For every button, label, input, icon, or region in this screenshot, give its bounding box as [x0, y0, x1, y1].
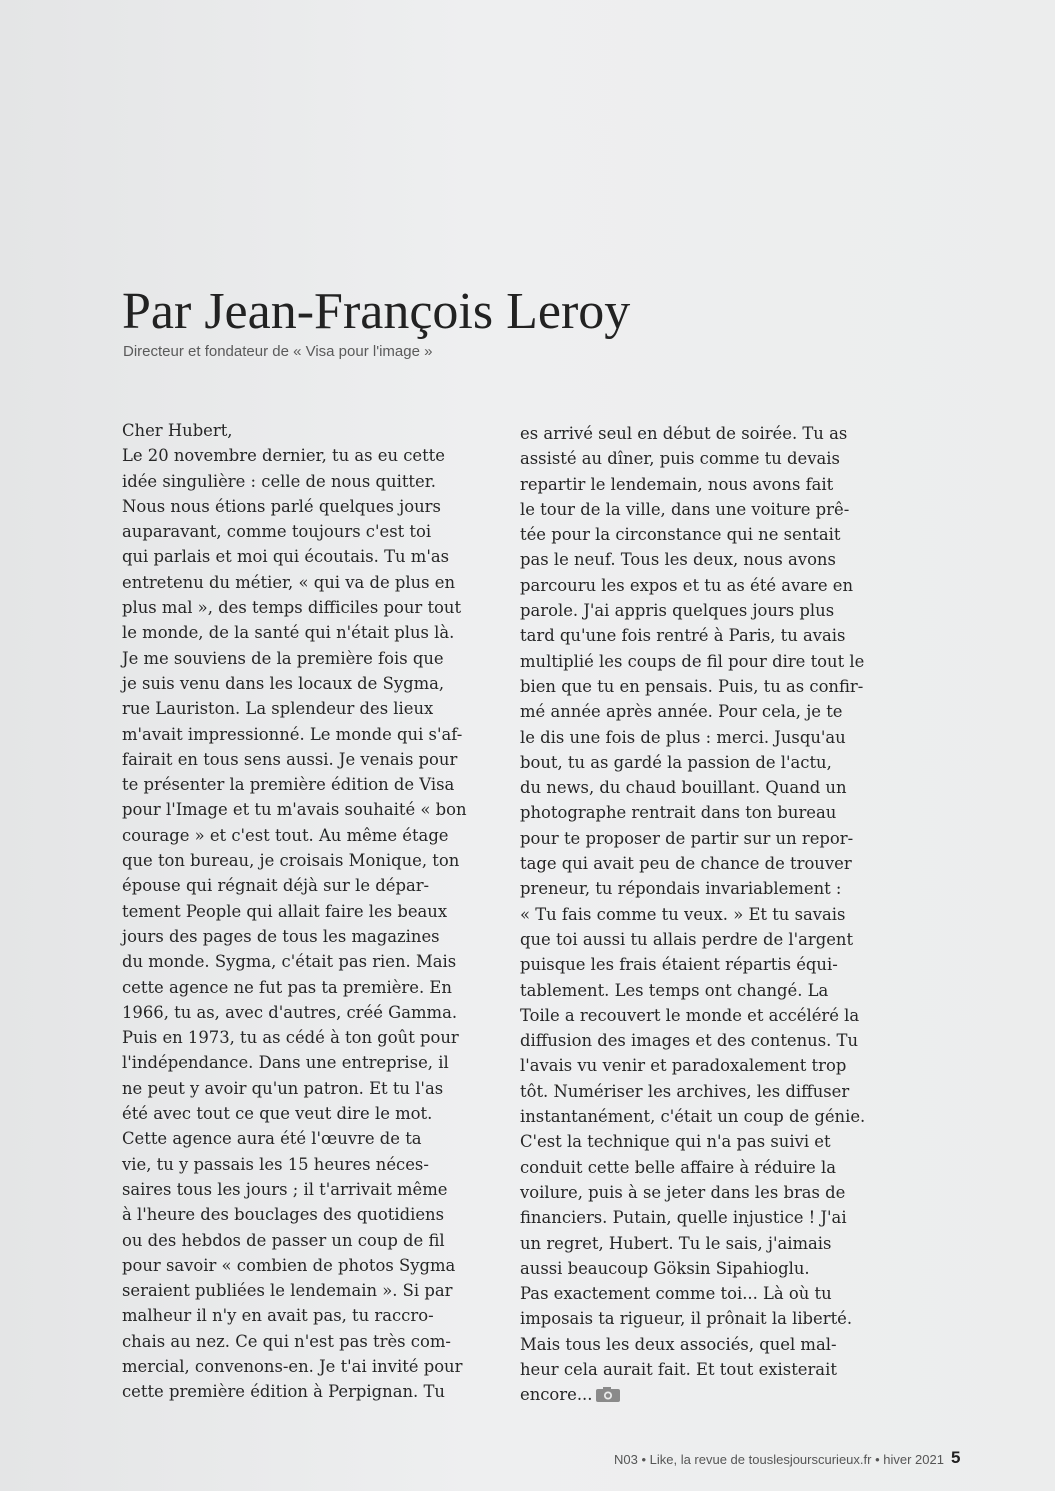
article-line: bout, tu as gardé la passion de l'actu,	[520, 752, 832, 772]
article-line: preneur, tu répondais invariablement :	[520, 879, 842, 899]
article-line: plus mal », des temps difficiles pour tout	[122, 598, 462, 618]
article-line: mé année après année. Pour cela, je te	[520, 702, 843, 722]
article-line: ne peut y avoir qu'un patron. Et tu l'as	[122, 1078, 444, 1098]
article-line: malheur il n'y en avait pas, tu raccro-	[122, 1306, 434, 1326]
article-line: puisque les frais étaient répartis équi-	[520, 955, 838, 975]
article-line: je suis venu dans les locaux de Sygma,	[122, 673, 445, 693]
article-line: Toile a recouvert le monde et accéléré la	[520, 1005, 860, 1025]
article-line: tôt. Numériser les archives, les diffuser	[520, 1081, 850, 1101]
article-line: « Tu fais comme tu veux. » Et tu savais	[520, 904, 846, 924]
article-line: instantanément, c'était un coup de génie.	[520, 1107, 866, 1127]
footer-credits: N03 • Like, la revue de touslesjourscurieux.fr • hiver 2021	[614, 1452, 944, 1467]
article-line: à l'heure des bouclages des quotidiens	[122, 1205, 444, 1225]
article-line: seraient publiées le lendemain ». Si par	[122, 1281, 453, 1301]
article-line: Nous nous étions parlé quelques jours	[122, 496, 441, 516]
article-line: Mais tous les deux associés, quel mal-	[520, 1334, 837, 1354]
article-line: Le 20 novembre dernier, tu as eu cette	[122, 446, 445, 466]
article-line: C'est la technique qui n'a pas suivi et	[520, 1132, 831, 1152]
article-line: le dis une fois de plus : merci. Jusqu'au	[520, 727, 846, 747]
article-line: conduit cette belle affaire à réduire la	[520, 1157, 836, 1177]
article-line: voilure, puis à se jeter dans les bras de	[520, 1182, 846, 1202]
article-line: repartir le lendemain, nous avons fait	[520, 474, 834, 494]
article-line: pour savoir « combien de photos Sygma	[122, 1255, 456, 1275]
page-number: 5	[951, 1448, 961, 1467]
article-line: entretenu du métier, « qui va de plus en	[122, 572, 456, 592]
article-line: tablement. Les temps ont changé. La	[520, 980, 829, 1000]
article-column-right	[520, 421, 900, 1408]
article-line: pas le neuf. Tous les deux, nous avons	[520, 550, 836, 570]
article-line: Je me souviens de la première fois que	[122, 648, 444, 668]
article-line: photographe rentrait dans ton bureau	[520, 803, 837, 823]
article-line: auparavant, comme toujours c'est toi	[122, 522, 432, 542]
article-line: 1966, tu as, avec d'autres, créé Gamma.	[122, 1002, 458, 1022]
article-line: tée pour la circonstance qui ne sentait	[520, 525, 841, 545]
article-line: pour te proposer de partir sur un repor-	[520, 828, 854, 848]
article-line: courage » et c'est tout. Au même étage	[122, 825, 449, 845]
article-line: l'avais vu venir et paradoxalement trop	[520, 1056, 847, 1076]
article-line: tard qu'une fois rentré à Paris, tu avais	[520, 626, 846, 646]
article-line: m'avait impressionné. Le monde qui s'af-	[122, 724, 463, 744]
article-line: ou des hebdos de passer un coup de fil	[122, 1230, 445, 1250]
article-line: mercial, convenons-en. Je t'ai invité pour	[122, 1356, 463, 1376]
article-line: qui parlais et moi qui écoutais. Tu m'as	[122, 547, 450, 567]
article-line: cette agence ne fut pas ta première. En	[122, 977, 452, 997]
article-line: un regret, Hubert. Tu le sais, j'aimais	[520, 1233, 832, 1253]
article-line: du news, du chaud bouillant. Quand un	[520, 778, 847, 798]
article-line: l'indépendance. Dans une entreprise, il	[122, 1053, 449, 1073]
article-line: le monde, de la santé qui n'était plus là.	[122, 623, 455, 643]
article-line: financiers. Putain, quelle injustice ! J'ai	[520, 1208, 847, 1228]
article-line: que ton bureau, je croisais Monique, ton	[122, 851, 460, 871]
article-line: aussi beaucoup Göksin Sipahioglu.	[520, 1258, 810, 1278]
article-line: pour l'Image et tu m'avais souhaité « bon	[122, 800, 467, 820]
article-line: encore...	[520, 1382, 900, 1407]
article-line: fairait en tous sens aussi. Je venais pour	[122, 749, 458, 769]
article-line: jours des pages de tous les magazines	[122, 926, 440, 946]
article-line: Cher Hubert,	[122, 421, 233, 440]
article-line: que toi aussi tu allais perdre de l'argent	[520, 929, 854, 949]
article-line: Cette agence aura été l'œuvre de ta	[122, 1129, 422, 1149]
article-line: parcouru les expos et tu as été avare en	[520, 575, 854, 595]
article-line: du monde. Sygma, c'était pas rien. Mais	[122, 952, 457, 972]
article-line: heur cela aurait fait. Et tout existerait	[520, 1359, 837, 1379]
author-byline: Par Jean-François Leroy	[122, 283, 631, 340]
article-line: le tour de la ville, dans une voiture prê-	[520, 499, 850, 519]
article-line: diffusion des images et des contenus. Tu	[520, 1031, 859, 1051]
article-line: Puis en 1973, tu as cédé à ton goût pour	[122, 1028, 459, 1048]
article-line: tage qui avait peu de chance de trouver	[520, 854, 852, 874]
article-line: saires tous les jours ; il t'arrivait même	[122, 1179, 448, 1199]
article-line: multiplié les coups de fil pour dire tout le	[520, 651, 865, 671]
article-line: Pas exactement comme toi... Là où tu	[520, 1284, 832, 1304]
article-line: été avec tout ce que veut dire le mot.	[122, 1104, 433, 1124]
article-line: te présenter la première édition de Visa	[122, 775, 455, 795]
article-line: imposais ta rigueur, il prônait la liberté.	[520, 1309, 853, 1329]
article-column-left	[122, 418, 502, 1405]
article-line: chais au nez. Ce qui n'est pas très com-	[122, 1331, 451, 1351]
article-line: tement People qui allait faire les beaux	[122, 901, 448, 921]
article-line: rue Lauriston. La splendeur des lieux	[122, 699, 434, 719]
article-line: cette première édition à Perpignan. Tu	[122, 1382, 445, 1402]
camera-icon	[596, 1387, 620, 1402]
article-line: parole. J'ai appris quelques jours plus	[520, 601, 835, 621]
article-line: es arrivé seul en début de soirée. Tu as	[520, 424, 848, 443]
article-line: vie, tu y passais les 15 heures néces-	[122, 1154, 429, 1174]
article-line: épouse qui régnait déjà sur le dépar-	[122, 876, 430, 896]
article-line: assisté au dîner, puis comme tu devais	[520, 449, 840, 469]
article-line: bien que tu en pensais. Puis, tu as confir-	[520, 676, 864, 696]
author-role: Directeur et fondateur de « Visa pour l'image »	[123, 343, 433, 360]
article-line: idée singulière : celle de nous quitter.	[122, 471, 436, 491]
